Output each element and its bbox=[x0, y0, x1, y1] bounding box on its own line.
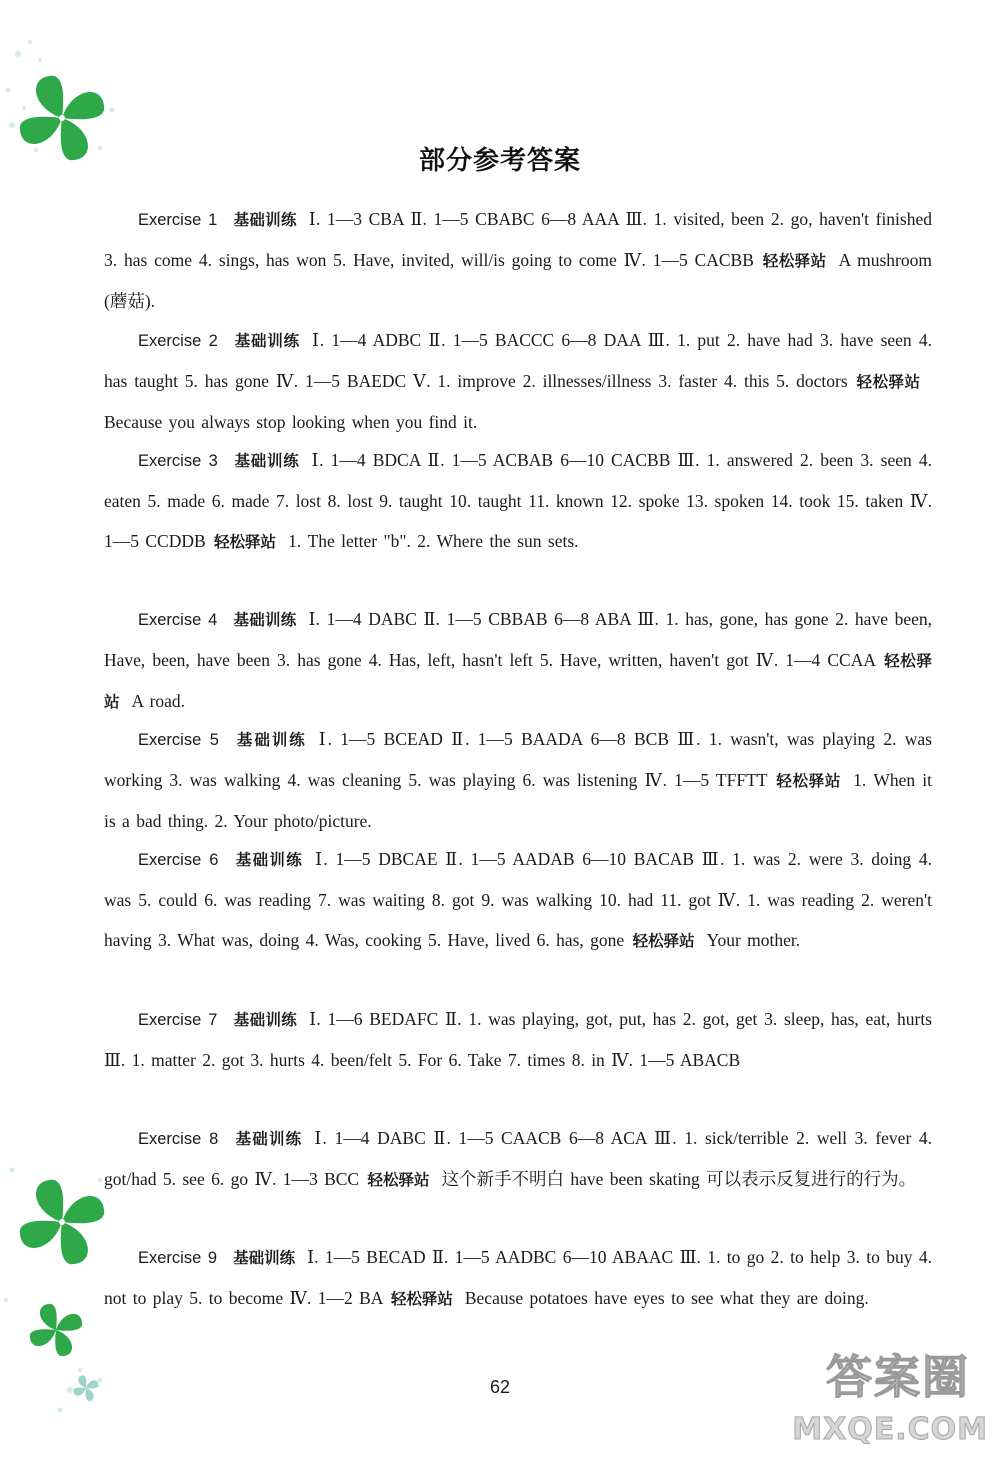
answer-text: Ⅰ. 1—5 BCEAD Ⅱ. 1—5 BAADA 6—8 BCB Ⅲ. 1. wasn't, was playing 2. was working 3. was walking 4. was cleaning 5. was playing 6. was listening Ⅳ. 1—5 TFFTT bbox=[104, 729, 932, 790]
watermark-top-text: 答案圈 bbox=[826, 1350, 970, 1404]
exercise-block bbox=[104, 441, 932, 562]
exercise-label: Exercise 8 bbox=[138, 1130, 219, 1148]
page-number: 62 bbox=[489, 1377, 511, 1397]
answer-text: Ⅰ. 1—4 BDCA Ⅱ. 1—5 ACBAB 6—10 CACBB Ⅲ. 1. answered 2. been 3. seen 4. eaten 5. made 6. made 7. lost 8. lost 9. taught 10. taught 11. known 12. spoke 13. spoken 14. took 15. taken Ⅳ. 1—5 CCDDB bbox=[104, 450, 932, 551]
answer-text: Ⅰ. 1—4 ADBC Ⅱ. 1—5 BACCC 6—8 DAA Ⅲ. 1. put 2. have had 3. have seen 4. has taught 5. has gone Ⅳ. 1—5 BAEDC Ⅴ. 1. improve 2. illnesses/illness 3. faster 4. this 5. doctors bbox=[104, 330, 932, 391]
section-tag: 轻松驿站 bbox=[776, 771, 842, 790]
exercise-label: Exercise 4 bbox=[138, 611, 218, 629]
watermark-bottom-text: MXQE.COM bbox=[792, 1412, 988, 1447]
answer-text: A mushroom (蘑菇). bbox=[104, 249, 932, 311]
answer-text: 1. When it is a bad thing. 2. Your photo/picture. bbox=[104, 769, 933, 831]
section-tag: 基础训练 bbox=[234, 851, 304, 869]
answer-text: Ⅰ. 1—5 BECAD Ⅱ. 1—5 AADBC 6—10 ABAAC Ⅲ. 1. to go 2. to help 3. to buy 4. not to play 5. to become Ⅳ. 1—2 BA bbox=[104, 1247, 933, 1308]
section-tag: 基础训练 bbox=[233, 611, 297, 629]
section-tag: 基础训练 bbox=[233, 332, 301, 350]
exercise-label: Exercise 3 bbox=[138, 452, 218, 470]
section-tag: 轻松驿站 bbox=[104, 651, 932, 711]
exercise-label: Exercise 9 bbox=[138, 1249, 218, 1267]
exercise-block bbox=[104, 720, 932, 841]
watermark-logo bbox=[792, 1341, 988, 1451]
answer-text: Ⅰ. 1—5 DBCAE Ⅱ. 1—5 AADAB 6—10 BACAB Ⅲ. 1. was 2. were 3. doing 4. was 5. could 6. was reading 7. was waiting 8. got 9. was walking 10. had 11. got Ⅳ. 1. was reading 2. weren't having 3. What was, doing 4. Was, cooking 5. Have, lived 6. has, gone bbox=[104, 849, 933, 950]
section-tag: 轻松驿站 bbox=[632, 931, 695, 950]
exercise-block bbox=[104, 600, 932, 722]
section-tag: 轻松驿站 bbox=[856, 372, 921, 391]
section-tag: 轻松驿站 bbox=[214, 532, 277, 551]
section-tag: 基础训练 bbox=[233, 1011, 298, 1029]
section-tag: 轻松驿站 bbox=[367, 1170, 430, 1189]
exercise-label: Exercise 5 bbox=[138, 731, 219, 749]
answer-text: A road. bbox=[131, 690, 186, 711]
answer-text: 这个新手不明白 have been skating 可以表示反复进行的行为。 bbox=[441, 1168, 917, 1189]
section-tag: 基础训练 bbox=[234, 731, 307, 749]
exercise-block bbox=[104, 1238, 932, 1320]
section-tag: 轻松驿站 bbox=[762, 251, 827, 270]
answer-text: Your mother. bbox=[706, 929, 801, 950]
exercise-label: Exercise 6 bbox=[138, 851, 219, 869]
section-tag: 基础训练 bbox=[233, 211, 297, 229]
exercise-label: Exercise 7 bbox=[138, 1011, 218, 1029]
answer-text: Ⅰ. 1—4 DABC Ⅱ. 1—5 CAACB 6—8 ACA Ⅲ. 1. sick/terrible 2. well 3. fever 4. got/had 5. see 6. go Ⅳ. 1—3 BCC bbox=[104, 1128, 932, 1189]
answer-text: Ⅰ. 1—3 CBA Ⅱ. 1—5 CBABC 6—8 AAA Ⅲ. 1. visited, been 2. go, haven't finished 3. has come 4. sings, has won 5. Have, invited, will/is going to come Ⅳ. 1—5 CACBB bbox=[104, 209, 932, 270]
section-tag: 基础训练 bbox=[234, 1130, 303, 1148]
section-tag: 基础训练 bbox=[233, 1249, 296, 1267]
answer-text: 1. The letter "b". 2. Where the sun sets. bbox=[288, 530, 579, 551]
exercise-label: Exercise 1 bbox=[138, 211, 218, 229]
exercise-block bbox=[104, 1119, 932, 1201]
answer-text: Because potatoes have eyes to see what they are doing. bbox=[464, 1287, 869, 1308]
section-tag: 基础训练 bbox=[233, 452, 300, 470]
section-tag: 轻松驿站 bbox=[390, 1289, 453, 1308]
answer-text: Ⅰ. 1—4 DABC Ⅱ. 1—5 CBBAB 6—8 ABA Ⅲ. 1. has, gone, has gone 2. have been, Have, been, have been 3. has gone 4. Has, left, hasn't left 5. Have, written, haven't got Ⅳ. 1—4 CCAA bbox=[104, 609, 932, 670]
exercise-label: Exercise 2 bbox=[138, 332, 218, 350]
exercise-block bbox=[104, 1000, 932, 1081]
page-title: 部分参考答案 bbox=[418, 146, 581, 176]
exercise-block bbox=[104, 200, 932, 321]
answer-text: Ⅰ. 1—6 BEDAFC Ⅱ. 1. was playing, got, put, has 2. got, get 3. sleep, has, eat, hurts Ⅲ. 1. matter 2. got 3. hurts 4. been/felt 5. For 6. Take 7. times 8. in Ⅳ. 1—5 ABACB bbox=[104, 1009, 932, 1070]
answer-text: Because you always stop looking when you find it. bbox=[104, 411, 478, 432]
exercise-block bbox=[104, 840, 932, 961]
exercise-block bbox=[104, 321, 932, 442]
